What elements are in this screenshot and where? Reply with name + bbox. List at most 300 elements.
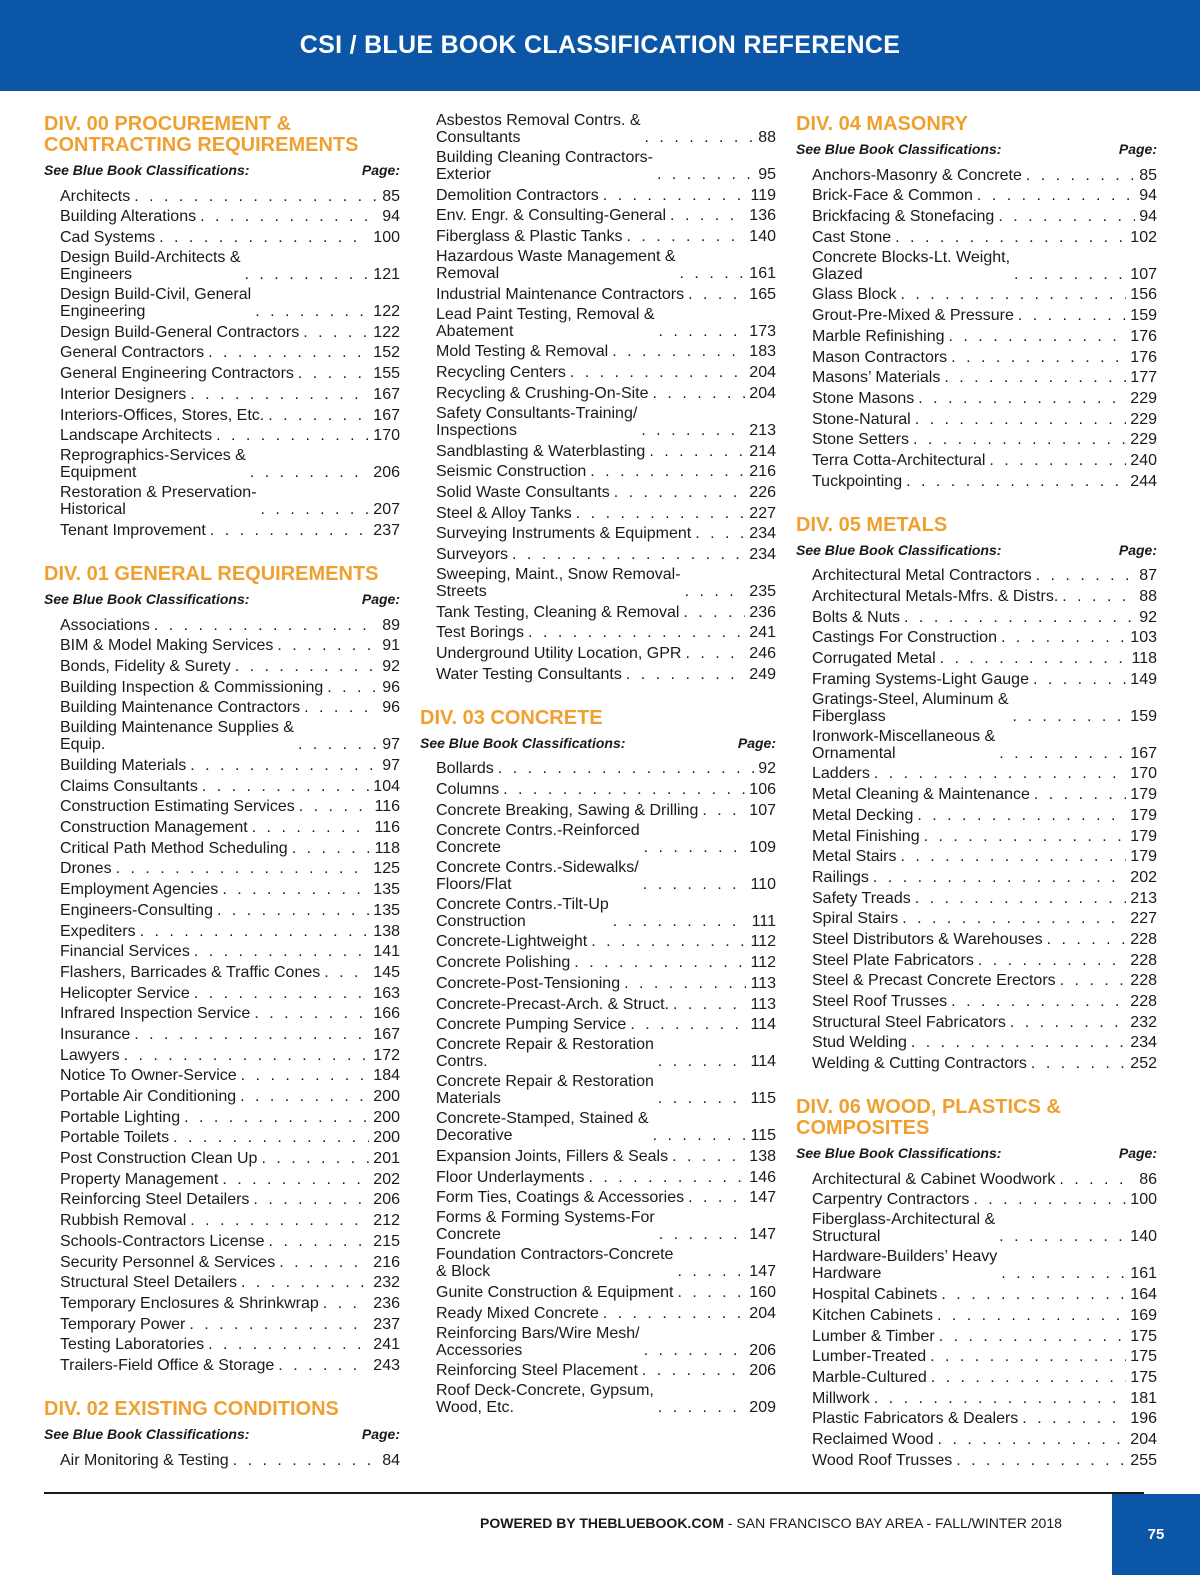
classification-page: 111 xyxy=(751,912,776,930)
classification-name: Glass Block xyxy=(812,286,897,304)
classification-name: Mason Contractors xyxy=(812,348,948,366)
dot-leader xyxy=(208,1336,369,1353)
classification-entry xyxy=(44,521,400,542)
dot-leader xyxy=(644,1342,746,1359)
classification-page: 215 xyxy=(373,1232,400,1250)
classification-entry xyxy=(44,1274,400,1295)
classification-name: Concrete Repair & Restoration Materials xyxy=(436,1073,654,1108)
classification-entry xyxy=(420,1246,776,1283)
dot-leader xyxy=(190,757,378,774)
dot-leader xyxy=(659,323,746,340)
classification-entry xyxy=(796,1306,1157,1327)
dot-leader xyxy=(1001,629,1126,646)
classification-name: Surveyors xyxy=(436,545,509,563)
classification-entry xyxy=(796,1054,1157,1075)
classification-name: Portable Air Conditioning xyxy=(60,1088,237,1105)
classification-page: 229 xyxy=(1130,389,1157,407)
classification-name: Terra Cotta-Architectural xyxy=(812,451,986,469)
dot-leader xyxy=(685,645,745,662)
classification-name: Fiberglass & Plastic Tanks xyxy=(436,228,623,246)
classification-entry xyxy=(420,896,776,933)
classification-page: 107 xyxy=(749,801,776,819)
classification-entry xyxy=(420,859,776,896)
classification-entry xyxy=(796,868,1157,889)
classification-name: Testing Laboratories xyxy=(60,1336,205,1354)
classification-name: Tank Testing, Cleaning & Removal xyxy=(436,603,680,621)
dot-leader xyxy=(190,1212,369,1229)
classification-page: 113 xyxy=(750,995,776,1013)
dot-leader xyxy=(918,390,1126,407)
classification-name: Plastic Fabricators & Dealers xyxy=(812,1410,1019,1428)
classification-entry xyxy=(420,1189,776,1210)
dot-leader xyxy=(134,1026,369,1043)
classification-page: 160 xyxy=(749,1283,776,1301)
classification-page: 138 xyxy=(373,922,400,940)
dot-leader xyxy=(190,386,369,403)
classification-page: 216 xyxy=(749,463,776,481)
classification-name: Surveying Instruments & Equipment xyxy=(436,525,692,543)
dot-leader xyxy=(292,840,371,857)
section-title: DIV. 01 GENERAL REQUIREMENTS xyxy=(44,562,379,585)
classification-entry xyxy=(796,207,1157,228)
classification-entry xyxy=(420,384,776,405)
page-label: Page: xyxy=(1118,541,1157,558)
classification-entry xyxy=(796,1211,1157,1248)
classification-entry xyxy=(420,545,776,566)
classification-name: Drones xyxy=(60,860,112,878)
classification-page: 122 xyxy=(373,323,400,341)
see-label: See Blue Book Classifications: xyxy=(796,541,1002,558)
classification-name: Expediters xyxy=(60,922,136,940)
classification-entry xyxy=(420,1168,776,1189)
classification-name: Tenant Improvement xyxy=(60,521,206,539)
classification-name: Steel Roof Trusses xyxy=(812,993,948,1010)
footer-edition: - SAN FRANCISCO BAY AREA - FALL/WINTER 2018 xyxy=(723,1515,1062,1531)
page-number-box xyxy=(1112,1494,1200,1575)
classification-name: Reinforcing Bars/Wire Mesh/ Accessories xyxy=(436,1324,640,1359)
dot-leader xyxy=(1026,167,1135,184)
classification-name: Test Borings xyxy=(436,624,525,642)
dot-leader xyxy=(200,208,378,225)
dot-leader xyxy=(680,265,746,282)
classification-entry xyxy=(420,112,776,149)
classification-entry xyxy=(796,348,1157,369)
classification-entry xyxy=(44,777,400,798)
dot-leader xyxy=(253,1191,369,1208)
dot-leader xyxy=(683,604,745,621)
classification-entry xyxy=(420,995,776,1016)
classification-page: 206 xyxy=(749,1341,776,1359)
classification-name: Flashers, Barricades & Traffic Cones xyxy=(60,963,321,981)
classification-page: 175 xyxy=(1130,1368,1157,1386)
classification-entry xyxy=(420,1362,776,1383)
classification-entry xyxy=(796,389,1157,410)
classification-page: 170 xyxy=(1130,765,1157,783)
dot-leader xyxy=(570,364,745,381)
classification-page: 234 xyxy=(749,525,776,543)
classification-entry xyxy=(420,566,776,603)
dot-leader xyxy=(973,1191,1126,1208)
classification-entry xyxy=(420,1036,776,1073)
dot-leader xyxy=(949,328,1127,345)
classification-page: 165 xyxy=(749,285,776,303)
classification-page: 155 xyxy=(373,365,400,383)
classification-list xyxy=(44,1451,400,1472)
classification-page: 121 xyxy=(373,266,400,284)
classification-name: Design Build-Civil, General Engineering xyxy=(60,286,252,321)
dot-leader xyxy=(906,473,1126,490)
classification-entry xyxy=(796,691,1157,728)
classification-page: 237 xyxy=(373,1315,400,1333)
classification-entry xyxy=(796,286,1157,307)
dot-leader xyxy=(1013,708,1127,725)
classification-entry xyxy=(796,670,1157,691)
classification-name: Claims Consultants xyxy=(60,777,198,795)
classification-entry xyxy=(44,323,400,344)
classification-name: Temporary Enclosures & Shrinkwrap xyxy=(60,1294,319,1312)
classification-name: Metal Cleaning & Maintenance xyxy=(812,786,1030,804)
see-label: See Blue Book Classifications: xyxy=(44,590,250,607)
classification-entry xyxy=(796,410,1157,431)
section-div00 xyxy=(44,114,400,542)
classification-entry xyxy=(44,839,400,860)
dot-leader xyxy=(154,617,378,634)
classification-entry xyxy=(420,801,776,822)
classification-name: Cast Stone xyxy=(812,228,892,246)
dot-leader xyxy=(944,369,1126,386)
dot-leader xyxy=(677,1284,745,1301)
classification-page: 196 xyxy=(1130,1410,1157,1428)
dot-leader xyxy=(998,208,1135,225)
classification-entry xyxy=(796,587,1157,608)
classification-entry xyxy=(420,1110,776,1147)
section-subheader xyxy=(420,735,776,751)
classification-name: Trailers-Field Office & Storage xyxy=(60,1356,275,1374)
classification-page: 234 xyxy=(1130,1034,1157,1052)
classification-page: 181 xyxy=(1130,1389,1157,1407)
classification-name: Building Cleaning Contractors- Exterior xyxy=(436,149,653,183)
classification-entry xyxy=(44,678,400,699)
dot-leader xyxy=(503,781,745,798)
classification-name: Concrete Contrs.-Reinforced Concrete xyxy=(436,821,640,856)
classification-name: Reclaimed Wood xyxy=(812,1430,934,1448)
classification-entry xyxy=(44,1129,400,1150)
dot-leader xyxy=(255,303,369,320)
section-subheader xyxy=(44,591,400,607)
classification-entry xyxy=(796,327,1157,348)
classification-entry xyxy=(420,953,776,974)
dot-leader xyxy=(938,1431,1127,1448)
page-label: Page: xyxy=(737,734,776,751)
dot-leader xyxy=(688,1189,745,1206)
classification-entry xyxy=(420,149,776,186)
classification-entry xyxy=(420,463,776,484)
classification-name: Lumber & Timber xyxy=(812,1327,935,1345)
dot-leader xyxy=(498,760,754,777)
classification-entry xyxy=(796,1170,1157,1191)
dot-leader xyxy=(685,583,746,600)
dot-leader xyxy=(672,1148,745,1165)
classification-entry xyxy=(796,649,1157,670)
classification-page: 204 xyxy=(749,384,776,402)
classification-name: Reinforcing Steel Placement xyxy=(436,1362,638,1380)
classification-name: Hazardous Waste Management & Removal xyxy=(436,248,676,283)
section-title: DIV. 03 CONCRETE xyxy=(420,706,603,729)
classification-entry xyxy=(420,363,776,384)
dot-leader xyxy=(194,985,369,1002)
classification-name: Forms & Forming Systems-For Concrete xyxy=(436,1209,655,1244)
classification-entry xyxy=(796,1013,1157,1034)
dot-leader xyxy=(702,802,745,819)
classification-name: Stone Masons xyxy=(812,389,915,407)
classification-entry xyxy=(420,933,776,954)
classification-name: Concrete Contrs.-Tilt-Up Construction xyxy=(436,895,609,930)
classification-entry xyxy=(44,406,400,427)
classification-page: 114 xyxy=(750,1053,776,1071)
classification-page: 147 xyxy=(749,1263,776,1281)
classification-name: Concrete-Post-Tensioning xyxy=(436,974,621,992)
classification-name: General Engineering Contractors xyxy=(60,365,294,383)
classification-name: Architectural & Cabinet Woodwork xyxy=(812,1170,1056,1188)
section-div02 xyxy=(44,1399,400,1472)
classification-page: 200 xyxy=(373,1129,400,1147)
classification-page: 204 xyxy=(1130,1430,1157,1448)
classification-page: 255 xyxy=(1130,1451,1157,1469)
dot-leader xyxy=(940,650,1128,667)
dot-leader xyxy=(614,484,746,501)
dot-leader xyxy=(233,1452,379,1469)
dot-leader xyxy=(323,1295,370,1312)
page-title: CSI / BLUE BOOK CLASSIFICATION REFERENCE xyxy=(299,31,901,59)
classification-entry xyxy=(44,616,400,637)
classification-entry xyxy=(44,1336,400,1357)
section-subheader xyxy=(796,141,1157,157)
classification-name: Landscape Architects xyxy=(60,427,213,445)
classification-page: 103 xyxy=(1130,629,1157,647)
classification-name: Architectural Metal Contractors xyxy=(812,567,1032,585)
dot-leader xyxy=(1047,931,1127,948)
classification-name: Interior Designers xyxy=(60,385,187,403)
see-label: See Blue Book Classifications: xyxy=(44,162,250,178)
classification-entry xyxy=(44,1191,400,1212)
classification-page: 100 xyxy=(1130,1191,1157,1209)
dot-leader xyxy=(327,679,378,696)
classification-entry xyxy=(420,186,776,207)
classification-page: 244 xyxy=(1130,472,1157,490)
classification-page: 125 xyxy=(373,860,400,878)
classification-page: 214 xyxy=(749,442,776,460)
classification-page: 252 xyxy=(1130,1055,1157,1073)
classification-page: 87 xyxy=(1139,567,1157,585)
classification-name: Concrete Pumping Service xyxy=(436,1016,627,1034)
classification-name: Asbestos Removal Contrs. & Consultants xyxy=(436,112,641,146)
classification-name: Hardware-Builders’ Heavy Hardware xyxy=(812,1248,998,1283)
dot-leader xyxy=(1010,1014,1126,1031)
classification-name: Portable Toilets xyxy=(60,1129,170,1147)
classification-page: 114 xyxy=(750,1016,776,1034)
dot-leader xyxy=(134,188,378,205)
classification-name: Design Build-General Contractors xyxy=(60,323,300,341)
classification-page: 240 xyxy=(1130,451,1157,469)
dot-leader xyxy=(1014,266,1126,283)
classification-page: 118 xyxy=(1131,650,1157,668)
classification-name: Railings xyxy=(812,868,869,886)
classification-entry xyxy=(44,798,400,819)
classification-name: Lawyers xyxy=(60,1046,120,1064)
classification-page: 115 xyxy=(750,1127,776,1145)
dot-leader xyxy=(977,187,1135,204)
classification-name: Steel Plate Fabricators xyxy=(812,951,974,969)
classification-page: 95 xyxy=(758,166,776,183)
classification-page: 161 xyxy=(1130,1265,1157,1283)
classification-page: 226 xyxy=(749,483,776,501)
dot-leader xyxy=(902,910,1126,927)
dot-leader xyxy=(930,1348,1126,1365)
section-subheader xyxy=(796,542,1157,558)
classification-name: Castings For Construction xyxy=(812,629,997,647)
classification-page: 167 xyxy=(1130,744,1157,762)
classification-entry xyxy=(796,369,1157,390)
classification-page: 172 xyxy=(373,1046,400,1064)
dot-leader xyxy=(626,228,745,245)
classification-entry xyxy=(796,1191,1157,1212)
classification-page: 169 xyxy=(1130,1306,1157,1324)
classification-name: Demolition Contractors xyxy=(436,186,599,204)
classification-name: Concrete-Lightweight xyxy=(436,933,588,951)
classification-entry xyxy=(420,285,776,306)
classification-page: 229 xyxy=(1130,431,1157,449)
dot-leader xyxy=(512,546,745,563)
classification-entry xyxy=(420,248,776,285)
classification-entry xyxy=(44,657,400,678)
classification-name: Expansion Joints, Fillers & Seals xyxy=(436,1147,669,1165)
dot-leader xyxy=(915,890,1127,907)
dot-leader xyxy=(624,975,746,992)
classification-entry xyxy=(796,972,1157,993)
classification-entry xyxy=(44,1315,400,1336)
classification-entry xyxy=(44,1149,400,1170)
classification-name: Fiberglass-Architectural & Structural xyxy=(812,1211,996,1246)
classification-name: Property Management xyxy=(60,1170,219,1188)
classification-entry xyxy=(796,1389,1157,1410)
dot-leader xyxy=(252,819,371,836)
classification-entry xyxy=(420,442,776,463)
dot-leader xyxy=(1036,567,1136,584)
classification-name: Metal Decking xyxy=(812,806,914,824)
classification-list xyxy=(796,1170,1157,1472)
dot-leader xyxy=(278,1357,369,1374)
dot-leader xyxy=(222,1171,369,1188)
classification-entry xyxy=(44,901,400,922)
classification-page: 115 xyxy=(750,1090,776,1108)
classification-page: 227 xyxy=(1130,910,1157,928)
classification-page: 249 xyxy=(749,665,776,683)
dot-leader xyxy=(873,869,1126,886)
dot-leader xyxy=(915,411,1127,428)
dot-leader xyxy=(989,452,1126,469)
classification-name: Gunite Construction & Equipment xyxy=(436,1283,674,1301)
classification-name: Concrete-Precast-Arch. & Struct. xyxy=(436,995,669,1013)
dot-leader xyxy=(279,1254,369,1271)
classification-page: 147 xyxy=(749,1226,776,1244)
column-2 xyxy=(420,112,776,1419)
dot-leader xyxy=(643,876,747,893)
classification-name: Mold Testing & Removal xyxy=(436,343,609,361)
dot-leader xyxy=(116,860,370,877)
classification-name: Helicopter Service xyxy=(60,984,190,1002)
dot-leader xyxy=(677,1263,745,1280)
dot-leader xyxy=(159,229,369,246)
classification-name: Metal Stairs xyxy=(812,848,897,866)
dot-leader xyxy=(931,1369,1127,1386)
classification-entry xyxy=(796,567,1157,588)
classification-entry xyxy=(420,1382,776,1419)
dot-leader xyxy=(673,996,747,1013)
classification-name: Concrete Repair & Restoration Contrs. xyxy=(436,1036,654,1071)
dot-leader xyxy=(659,1226,746,1243)
classification-entry xyxy=(44,344,400,365)
classification-page: 179 xyxy=(1130,848,1157,866)
classification-name: Brickfacing & Stonefacing xyxy=(812,208,995,226)
classification-page: 202 xyxy=(373,1170,400,1188)
dot-leader xyxy=(173,1129,369,1146)
dot-leader xyxy=(612,343,745,360)
classification-entry xyxy=(44,637,400,658)
classification-page: 146 xyxy=(749,1168,776,1186)
classification-page: 136 xyxy=(749,207,776,225)
classification-page: 88 xyxy=(1139,588,1157,605)
classification-name: Framing Systems-Light Gauge xyxy=(812,670,1029,688)
classification-page: 179 xyxy=(1130,827,1157,845)
classification-page: 118 xyxy=(374,839,400,857)
classification-entry xyxy=(796,1285,1157,1306)
classification-page: 179 xyxy=(1130,806,1157,824)
classification-page: 183 xyxy=(749,343,776,361)
classification-entry xyxy=(44,818,400,839)
classification-page: 92 xyxy=(1139,608,1157,626)
classification-name: Industrial Maintenance Contractors xyxy=(436,285,685,303)
classification-page: 140 xyxy=(1130,1228,1157,1246)
classification-page: 149 xyxy=(1130,670,1157,688)
classification-page: 243 xyxy=(373,1356,400,1374)
section-subheader xyxy=(44,162,400,178)
classification-name: General Contractors xyxy=(60,344,205,362)
dot-leader xyxy=(241,1067,370,1084)
classification-entry xyxy=(44,286,400,323)
classification-name: Construction Estimating Services xyxy=(60,798,295,816)
dot-leader xyxy=(235,658,378,675)
classification-entry xyxy=(796,1410,1157,1431)
dot-leader xyxy=(269,1233,370,1250)
classification-entry xyxy=(796,1248,1157,1285)
classification-page: 227 xyxy=(749,504,776,522)
section-div01 xyxy=(44,564,400,1377)
classification-name: Rubbish Removal xyxy=(60,1212,187,1230)
classification-name: Corrugated Metal xyxy=(812,650,936,668)
classification-page: 213 xyxy=(749,421,776,439)
dot-leader xyxy=(245,266,370,283)
classification-page: 86 xyxy=(1139,1170,1157,1188)
classification-name: Bonds, Fidelity & Surety xyxy=(60,657,231,675)
classification-page: 156 xyxy=(1130,286,1157,304)
classification-name: Architects xyxy=(60,187,131,205)
dot-leader xyxy=(641,422,745,439)
dot-leader xyxy=(603,187,747,204)
classification-name: Reinforcing Steel Detailers xyxy=(60,1191,250,1209)
classification-name: Steel & Precast Concrete Erectors xyxy=(812,972,1056,990)
dot-leader xyxy=(574,954,746,971)
footer-text xyxy=(480,1515,1062,1531)
